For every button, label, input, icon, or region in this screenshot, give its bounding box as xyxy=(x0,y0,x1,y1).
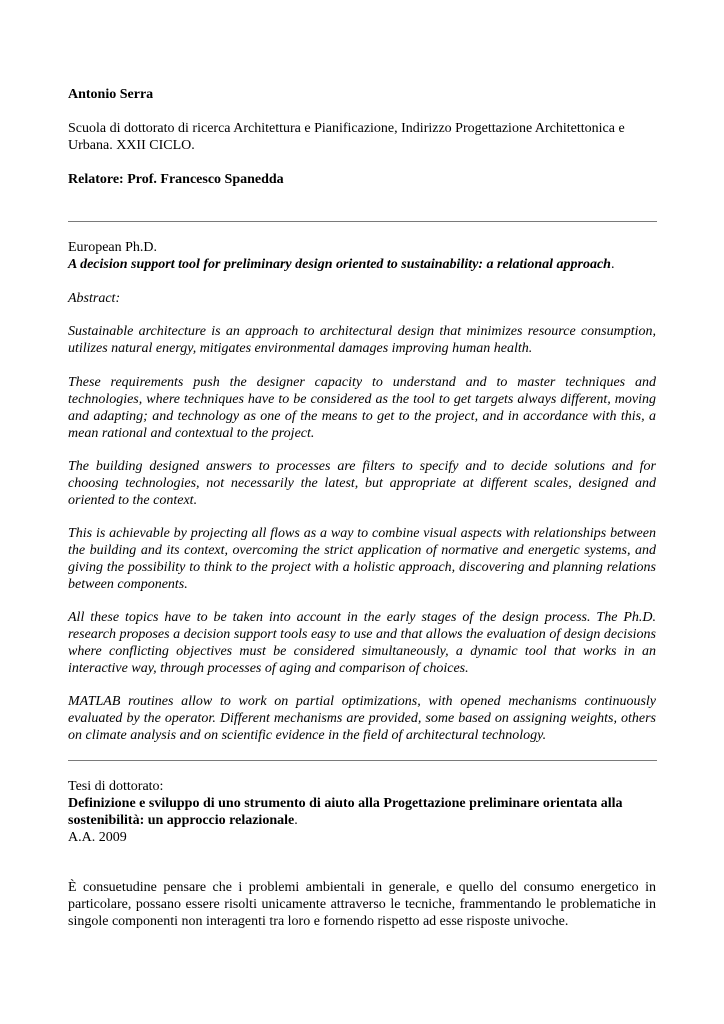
author-name: Antonio Serra xyxy=(68,87,154,102)
abstract-label: Abstract: xyxy=(68,291,121,306)
academic-year: A.A. 2009 xyxy=(68,830,127,845)
abstract-paragraph-1: Sustainable architecture is an approach to architectural design that minimizes resource consumption, utilizes natural energy, mitigates environmental damages improving human health. xyxy=(68,324,656,356)
english-title-suffix: . xyxy=(610,257,615,272)
italian-title: Definizione e sviluppo di uno strumento di aiuto alla Progettazione preliminare orientata alla sostenibilità: un approccio relazionale xyxy=(68,796,623,828)
abstract-paragraph-4: This is achievable by projecting all flows as a way to combine visual aspects with relationships between the building and its context, overcoming the strict application of normative and energetic systems, and giving the possibility to think to the project with a holistic approach, discovering and planning relations between components. xyxy=(68,526,656,592)
italian-title-suffix: . xyxy=(294,813,298,828)
italian-title-line xyxy=(68,795,656,829)
school-info: Scuola di dottorato di ricerca Architettura e Pianificazione, Indirizzo Progettazione Architettonica e Urbana. XXII CICLO. xyxy=(68,121,625,153)
abstract-paragraph-5: All these topics have to be taken into account in the early stages of the design process. The Ph.D. research proposes a decision support tools easy to use and that allows the evaluation of design decisions where conflicting objectives must be considered simultaneously, a dynamic tool that works in an interactive way, through processes of aging and comparison of choices. xyxy=(68,610,656,676)
italian-label: Tesi di dottorato: xyxy=(68,779,164,794)
english-title: A decision support tool for preliminary design oriented to sustainability: a relational approach xyxy=(68,257,611,272)
abstract-paragraph-3: The building designed answers to processes are filters to specify and to decide solutions and for choosing technologies, not necessarily the latest, but appropriate at different scales, designed and oriented to the context. xyxy=(68,459,656,508)
abstract-paragraph-2: These requirements push the designer capacity to understand and to master techniques and technologies, where techniques have to be considered as the tool to get targets always different, moving and adapting; and technology as one of the means to get to the project, and in accordance with this, a mean rational and contextual to the project. xyxy=(68,375,656,441)
abstract-paragraph-6: MATLAB routines allow to work on partial optimizations, with opened mechanisms continuously evaluated by the operator. Different mechanisms are provided, some based on assigning weights, others on climate analysis and on scientific evidence in the field of architectural technology. xyxy=(68,694,656,743)
divider-top xyxy=(68,221,657,222)
english-label: European Ph.D. xyxy=(68,240,158,255)
italian-paragraph: È consuetudine pensare che i problemi ambientali in generale, e quello del consumo energetico in particolare, possano essere risolti unicamente attraverso le tecniche, frammentando le problematiche in singole componenti non interagenti tra loro e fornendo rispetto ad esse risposte univoche. xyxy=(68,880,656,929)
advisor: Relatore: Prof. Francesco Spanedda xyxy=(68,172,284,187)
divider-bottom xyxy=(68,760,657,761)
english-title-line xyxy=(68,256,656,273)
